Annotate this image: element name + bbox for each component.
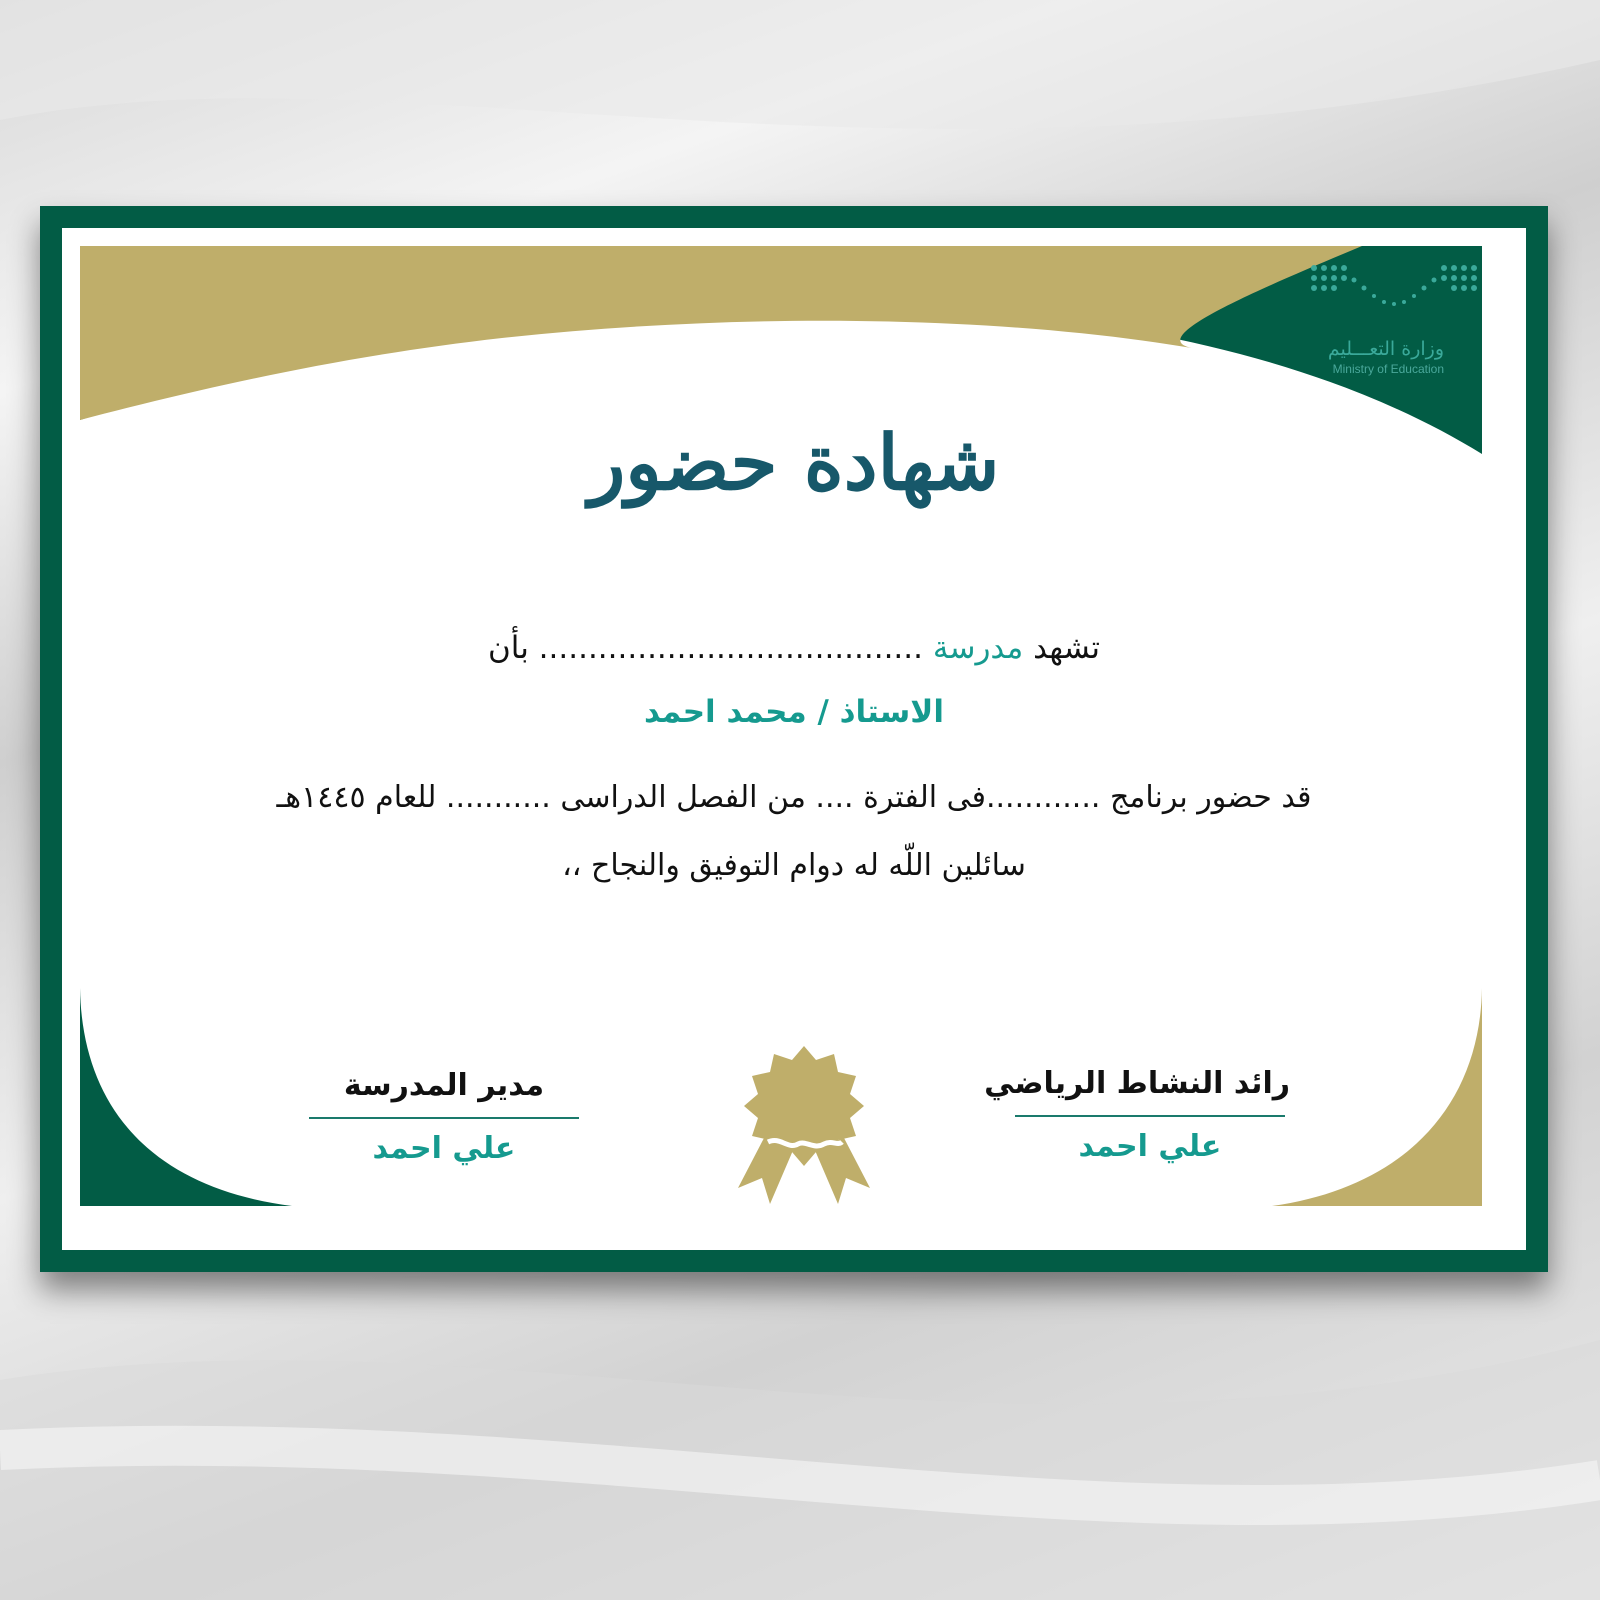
signature-name: علي احمد	[1078, 1129, 1222, 1164]
certificate-body	[62, 228, 1526, 1250]
ministry-name-english: Ministry of Education	[1332, 362, 1444, 376]
certificate-title: شهادة حضور	[588, 418, 1000, 507]
attendance-details: قد حضور برنامج ............فى الفترة .... من الفصل الدراسى ........... للعام ١٤٤٥هـ	[276, 780, 1312, 815]
signature-line	[1015, 1115, 1285, 1117]
signature-line	[309, 1117, 579, 1119]
attestation-line	[62, 630, 1526, 666]
ministry-logo	[1284, 258, 1504, 376]
closing-wishes: سائلين اللّه له دوام التوفيق والنجاح ،،	[562, 848, 1026, 883]
signature-role: رائد النشاط الرياضي	[984, 1066, 1290, 1101]
ministry-name-arabic: وزارة التعـــليم	[1327, 338, 1444, 360]
signature-activity-leader	[984, 1066, 1290, 1164]
school-placeholder: ....................................... بأن	[487, 630, 923, 666]
signature-name: علي احمد	[372, 1131, 516, 1166]
certificate-frame	[40, 206, 1548, 1272]
school-word: مدرسة	[932, 630, 1024, 666]
attestation-prefix: تشهد	[1033, 630, 1100, 666]
ministry-dots-logo-icon	[1284, 258, 1504, 318]
signature-principal	[304, 1068, 584, 1166]
signature-role: مدير المدرسة	[343, 1068, 545, 1103]
award-rosette-icon	[724, 1038, 884, 1208]
recipient-name: الاستاذ / محمد احمد	[644, 694, 944, 730]
